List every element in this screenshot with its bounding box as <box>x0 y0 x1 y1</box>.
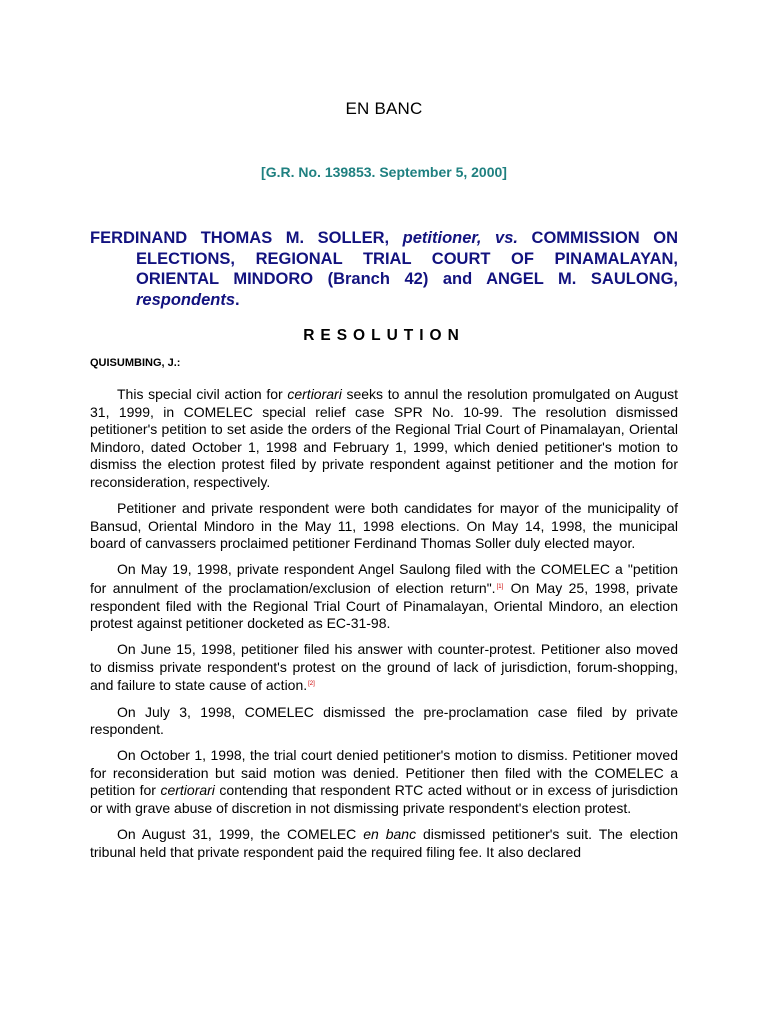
paragraph-5 <box>90 704 678 739</box>
paragraph-4 <box>90 641 678 695</box>
case-number: [G.R. No. 139853. September 5, 2000] <box>261 164 507 180</box>
respondents-names: COMMISSION ON ELECTIONS, REGIONAL TRIAL COURT OF PINAMALAYAN, ORIENTAL MINDORO (Branch 42) and ANGEL M. SAULONG, <box>136 229 678 288</box>
footnote-link-2[interactable]: [2] <box>308 681 315 688</box>
paragraph-text: seeks to annul the resolution promulgated on August 31, 1999, in COMELEC special relief case SPR No. 10-99. The resolution dismissed petitioner's petition to set aside the orders of the Regional Trial Court of Pinamalayan, Oriental Mindoro, dated October 1, 1998 and February 1, 1999, which denied petitioner's motion to dismiss the election protest filed by private respondent against petitioner and the motion for reconsideration, respectively. <box>90 386 678 490</box>
resolution-body <box>90 386 678 870</box>
paragraph-2 <box>90 500 678 553</box>
case-caption <box>90 228 678 310</box>
paragraph-1 <box>90 386 678 492</box>
versus-label: vs. <box>495 229 518 247</box>
court-division-heading: EN BANC <box>345 99 423 118</box>
paragraph-text: This special civil action for <box>117 386 288 402</box>
paragraph-italic: certiorari <box>287 386 342 402</box>
paragraph-6 <box>90 747 678 817</box>
paragraph-italic: en banc <box>363 826 417 843</box>
respondents-role: respondents <box>136 290 236 309</box>
paragraph-italic: certiorari <box>160 782 215 799</box>
paragraph-text: On June 15, 1998, petitioner filed his answer with counter-protest. Petitioner also moved to dismiss private respondent's protest on the ground of lack of jurisdiction, forum-shopping, and failure to state cause of action. <box>90 641 678 694</box>
resolution-title: RESOLUTION <box>303 327 465 344</box>
caption-end: . <box>235 290 240 309</box>
paragraph-text: On May 19, 1998, private respondent Angel Saulong filed with the COMELEC a "petition for annulment of the proclamation/exclusion of election return". <box>90 561 678 596</box>
paragraph-text: contending that respondent RTC acted without or in excess of jurisdiction or with grave abuse of discretion in not dismissing private respondent's election protest. <box>90 782 678 816</box>
paragraph-text: On August 31, 1999, the COMELEC <box>117 826 364 843</box>
footnote-link-1[interactable]: [1] <box>496 583 504 590</box>
paragraph-text: dismissed petitioner's suit. The election tribunal held that private respondent paid the required filing fee. It also declared <box>90 826 678 860</box>
petitioner-role: petitioner, <box>402 229 482 247</box>
ponente-author: QUISUMBING, J.: <box>90 357 181 369</box>
paragraph-7 <box>90 826 678 861</box>
paragraph-3 <box>90 561 678 632</box>
petitioner-name: FERDINAND THOMAS M. SOLLER, <box>90 229 390 247</box>
paragraph-text: On July 3, 1998, COMELEC dismissed the pre-proclamation case filed by private respondent. <box>90 703 678 738</box>
paragraph-text: On October 1, 1998, the trial court denied petitioner's motion to dismiss. Petitioner moved for reconsideration but said motion was denied. Petitioner then filed with the COMELEC a petition for <box>90 747 678 799</box>
paragraph-text: On May 25, 1998, private respondent filed with the Regional Trial Court of Pinamalayan, Oriental Mindoro, an election protest against petitioner docketed as EC-31-98. <box>90 579 678 632</box>
paragraph-text: Petitioner and private respondent were both candidates for mayor of the municipality of Bansud, Oriental Mindoro in the May 11, 1998 elections. On May 14, 1998, the municipal board of canvassers proclaimed petitioner Ferdinand Thomas Soller duly elected mayor. <box>90 500 678 552</box>
